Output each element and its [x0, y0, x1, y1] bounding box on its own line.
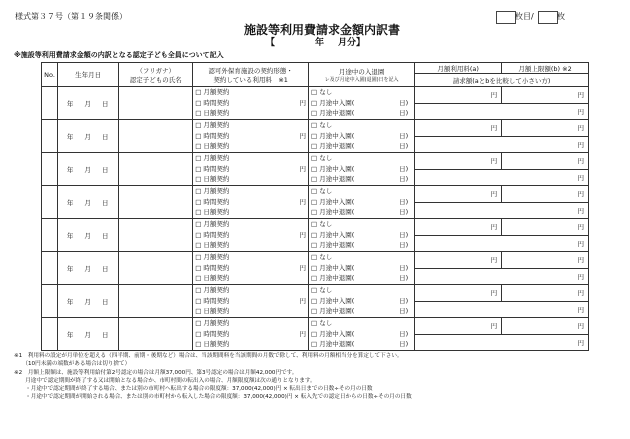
claim-amount-cell[interactable] — [415, 334, 589, 351]
midmonth-withdraw-day: 日) — [399, 274, 409, 283]
instruction-text: ※施設等利用費請求金額の内訳となる認定子ども全員について記入 — [14, 51, 224, 59]
midmonth-cell — [309, 219, 415, 252]
contract-monthly-checkbox[interactable]: □ 月額契約 — [195, 319, 230, 328]
header-furigana: （フリガナ） — [136, 66, 176, 75]
midmonth-withdraw-day: 日) — [399, 109, 409, 118]
birth-year-label: 年 — [66, 330, 75, 339]
child-name-cell[interactable] — [119, 153, 193, 186]
monthly-cap-yen: 円 — [577, 91, 584, 99]
monthly-fee-cell[interactable] — [415, 285, 502, 302]
monthly-fee-yen: 円 — [490, 322, 498, 330]
monthly-cap-cell[interactable] — [502, 219, 589, 236]
row-number-cell — [42, 252, 58, 285]
child-name-cell[interactable] — [119, 318, 193, 351]
period-open: 【 — [266, 38, 276, 48]
contract-type-cell — [193, 153, 309, 186]
midmonth-enroll-checkbox[interactable]: □ 月途中入園( — [311, 197, 355, 206]
midmonth-enroll-checkbox[interactable]: □ 月途中入園( — [311, 329, 355, 338]
monthly-cap-cell[interactable] — [502, 87, 589, 104]
contract-fee-yen: 円 — [299, 164, 307, 173]
birth-date-cell[interactable] — [58, 87, 119, 120]
contract-hourly-checkbox[interactable]: □ 時間契約 — [195, 131, 230, 140]
midmonth-withdraw-checkbox[interactable]: □ 月途中退園( — [311, 274, 355, 283]
midmonth-enroll-day: 日) — [399, 329, 409, 338]
table-row — [42, 285, 589, 302]
monthly-fee-cell[interactable] — [415, 252, 502, 269]
contract-hourly-checkbox[interactable]: □ 時間契約 — [195, 230, 230, 239]
contract-fee-yen: 円 — [299, 329, 307, 338]
monthly-cap-yen: 円 — [577, 289, 584, 297]
midmonth-enroll-checkbox[interactable]: □ 月途中入園( — [311, 230, 355, 239]
birth-day-label: 日 — [101, 165, 110, 174]
total-sheets-box[interactable] — [538, 11, 558, 24]
birth-month-label: 月 — [84, 297, 92, 306]
header-midmonth-line2: レ及び月途中入園(退園)日を記入 — [324, 76, 399, 83]
contract-hourly-checkbox[interactable]: □ 時間契約 — [195, 98, 230, 107]
contract-hourly-checkbox[interactable]: □ 時間契約 — [195, 296, 230, 305]
birth-day-label: 日 — [101, 231, 110, 240]
midmonth-withdraw-day: 日) — [399, 208, 409, 217]
contract-fee-yen: 円 — [299, 197, 307, 206]
table-row — [42, 153, 589, 170]
footnote-line: 月途中で認定期間が終了する又は開始となる場合か、市町村間の転出入の場合、月額限度額は次の通りとなります。 — [14, 378, 316, 384]
monthly-fee-cell[interactable] — [415, 219, 502, 236]
midmonth-withdraw-checkbox[interactable]: □ 月途中退園( — [311, 307, 355, 316]
birth-year-label: 年 — [66, 99, 75, 108]
contract-type-cell — [193, 285, 309, 318]
contract-fee-yen: 円 — [299, 98, 307, 107]
contract-hourly-checkbox[interactable]: □ 時間契約 — [195, 197, 230, 206]
midmonth-none-checkbox[interactable]: □ なし — [311, 319, 333, 328]
midmonth-withdraw-day: 日) — [399, 175, 409, 184]
header-midmonth-line1: 月途中の入退園 — [338, 67, 385, 76]
contract-fee-yen: 円 — [299, 296, 307, 305]
contract-type-cell — [193, 120, 309, 153]
monthly-fee-cell[interactable] — [415, 153, 502, 170]
monthly-cap-yen: 円 — [577, 157, 584, 165]
breakdown-table — [41, 62, 589, 351]
table-row — [42, 318, 589, 335]
contract-monthly-checkbox[interactable]: □ 月額契約 — [195, 121, 230, 130]
midmonth-withdraw-checkbox[interactable]: □ 月途中退園( — [311, 241, 355, 250]
contract-monthly-checkbox[interactable]: □ 月額契約 — [195, 88, 230, 97]
header-child-name — [119, 63, 193, 87]
contract-daily-checkbox[interactable]: □ 日額契約 — [195, 307, 230, 316]
midmonth-enroll-day: 日) — [399, 296, 409, 305]
midmonth-cell — [309, 120, 415, 153]
midmonth-enroll-checkbox[interactable]: □ 月途中入園( — [311, 98, 355, 107]
monthly-fee-cell[interactable] — [415, 87, 502, 104]
contract-monthly-checkbox[interactable]: □ 月額契約 — [195, 154, 230, 163]
contract-monthly-checkbox[interactable]: □ 月額契約 — [195, 286, 230, 295]
contract-fee-yen: 円 — [299, 131, 307, 140]
birth-month-label: 月 — [84, 330, 92, 339]
birth-year-label: 年 — [66, 297, 75, 306]
header-no: No. — [42, 63, 58, 87]
birth-month-label: 月 — [84, 231, 92, 240]
birth-date-cell[interactable] — [58, 318, 119, 351]
midmonth-none-checkbox[interactable]: □ なし — [311, 286, 333, 295]
midmonth-cell — [309, 252, 415, 285]
midmonth-enroll-checkbox[interactable]: □ 月途中入園( — [311, 164, 355, 173]
footnote-line: ・月途中で認定期間が開始される場合、または別の市町村から転入した場合の限度額：37,000(42,000)円 × 転入先での認定日からの日数÷その月の日数 — [14, 394, 412, 400]
footnote-line: ・月途中で認定期間が終了する場合、または別の市町村へ転出する場合の限度額：37,000(42,000)円 × 転出日までの日数÷その月の日数 — [14, 386, 373, 392]
monthly-cap-yen: 円 — [577, 322, 584, 330]
midmonth-none-checkbox[interactable]: □ なし — [311, 88, 333, 97]
midmonth-withdraw-checkbox[interactable]: □ 月途中退園( — [311, 109, 355, 118]
claim-amount-cell[interactable] — [415, 169, 589, 186]
child-name-cell[interactable] — [119, 252, 193, 285]
birth-day-label: 日 — [101, 330, 110, 339]
midmonth-enroll-day: 日) — [399, 131, 409, 140]
contract-monthly-checkbox[interactable]: □ 月額契約 — [195, 187, 230, 196]
claim-amount-yen: 円 — [577, 173, 584, 182]
birth-year-label: 年 — [66, 231, 75, 240]
row-number-cell — [42, 219, 58, 252]
header-midmonth — [309, 63, 415, 87]
birth-year-label: 年 — [66, 198, 75, 207]
form-label: 様式第３７号（第１９条関係） — [15, 12, 127, 21]
contract-hourly-checkbox[interactable]: □ 時間契約 — [195, 263, 230, 272]
table-row — [42, 87, 589, 104]
contract-daily-checkbox[interactable]: □ 日額契約 — [195, 175, 230, 184]
contract-daily-checkbox[interactable]: □ 日額契約 — [195, 142, 230, 151]
row-number-cell — [42, 285, 58, 318]
contract-type-cell — [193, 252, 309, 285]
total-suffix: 枚 — [557, 12, 565, 21]
midmonth-cell — [309, 285, 415, 318]
birth-month-label: 月 — [84, 165, 92, 174]
midmonth-withdraw-checkbox[interactable]: □ 月途中退園( — [311, 208, 355, 217]
birth-year-label: 年 — [66, 264, 75, 273]
monthly-cap-yen: 円 — [577, 256, 584, 264]
row-number-cell — [42, 186, 58, 219]
claim-amount-yen: 円 — [577, 206, 584, 215]
contract-daily-checkbox[interactable]: □ 日額契約 — [195, 241, 230, 250]
claim-amount-yen: 円 — [577, 140, 584, 149]
monthly-fee-cell[interactable] — [415, 120, 502, 137]
child-name-cell[interactable] — [119, 186, 193, 219]
period-year-label: 年 — [315, 38, 325, 48]
monthly-cap-yen: 円 — [577, 124, 584, 132]
child-name-cell[interactable] — [119, 219, 193, 252]
midmonth-withdraw-checkbox[interactable]: □ 月途中退園( — [311, 175, 355, 184]
midmonth-withdraw-day: 日) — [399, 307, 409, 316]
sheet-suffix: 枚目/ — [515, 12, 534, 21]
midmonth-cell — [309, 153, 415, 186]
birth-date-cell[interactable] — [58, 252, 119, 285]
midmonth-withdraw-checkbox[interactable]: □ 月途中退園( — [311, 142, 355, 151]
midmonth-none-checkbox[interactable]: □ なし — [311, 121, 333, 130]
claim-amount-yen: 円 — [577, 239, 584, 248]
midmonth-withdraw-day: 日) — [399, 142, 409, 151]
midmonth-withdraw-day: 日) — [399, 241, 409, 250]
monthly-cap-cell[interactable] — [502, 153, 589, 170]
monthly-fee-yen: 円 — [490, 256, 498, 264]
claim-amount-cell[interactable] — [415, 103, 589, 120]
midmonth-none-checkbox[interactable]: □ なし — [311, 154, 333, 163]
table-row — [42, 219, 589, 236]
row-number-cell — [42, 87, 58, 120]
birth-day-label: 日 — [101, 297, 110, 306]
monthly-fee-yen: 円 — [490, 190, 498, 198]
birth-month-label: 月 — [84, 264, 92, 273]
midmonth-cell — [309, 318, 415, 351]
midmonth-enroll-checkbox[interactable]: □ 月途中入園( — [311, 263, 355, 272]
monthly-fee-yen: 円 — [490, 124, 498, 132]
claim-amount-cell[interactable] — [415, 202, 589, 219]
claim-amount-yen: 円 — [577, 305, 584, 314]
contract-monthly-checkbox[interactable]: □ 月額契約 — [195, 220, 230, 229]
header-contract-line2: 契約している利用料 ※1 — [213, 75, 288, 84]
contract-daily-checkbox[interactable]: □ 日額契約 — [195, 340, 230, 349]
table-row — [42, 252, 589, 269]
claim-amount-yen: 円 — [577, 338, 584, 347]
monthly-cap-cell[interactable] — [502, 318, 589, 335]
contract-type-cell — [193, 87, 309, 120]
midmonth-enroll-day: 日) — [399, 197, 409, 206]
midmonth-enroll-day: 日) — [399, 230, 409, 239]
midmonth-none-checkbox[interactable]: □ なし — [311, 253, 333, 262]
claim-amount-cell[interactable] — [415, 301, 589, 318]
contract-fee-yen: 円 — [299, 263, 307, 272]
birth-year-label: 年 — [66, 165, 75, 174]
monthly-fee-yen: 円 — [490, 157, 498, 165]
claim-amount-cell[interactable] — [415, 268, 589, 285]
monthly-fee-cell[interactable] — [415, 318, 502, 335]
birth-date-cell[interactable] — [58, 219, 119, 252]
birth-day-label: 日 — [101, 99, 110, 108]
row-number-cell — [42, 318, 58, 351]
birth-month-label: 月 — [84, 198, 92, 207]
page-title: 施設等利用費請求金額内訳書 — [244, 23, 401, 37]
footnote-line: ※2 月額上限額は、施設等利用給付第2号認定の場合は月額37,000円、第3号認定の場合は月額42,000円です。 — [14, 370, 298, 376]
midmonth-enroll-checkbox[interactable]: □ 月途中入園( — [311, 296, 355, 305]
footnote-line: ※1 利用料の設定が月単位を超える（四半期、前期・後期など）場合は、当該期間料を当該期間の月数で除して、利用料の月額相当分を算定して下さい。 — [14, 353, 403, 359]
table-row — [42, 120, 589, 137]
table-row — [42, 186, 589, 203]
claim-amount-yen: 円 — [577, 107, 584, 116]
contract-daily-checkbox[interactable]: □ 日額契約 — [195, 208, 230, 217]
midmonth-enroll-day: 日) — [399, 164, 409, 173]
midmonth-none-checkbox[interactable]: □ なし — [311, 187, 333, 196]
birth-day-label: 日 — [101, 198, 110, 207]
contract-fee-yen: 円 — [299, 230, 307, 239]
footnote-line: （10円未満の端数がある場合は切り捨て） — [14, 361, 131, 367]
contract-type-cell — [193, 186, 309, 219]
monthly-cap-cell[interactable] — [502, 120, 589, 137]
monthly-cap-cell[interactable] — [502, 252, 589, 269]
birth-month-label: 月 — [84, 99, 92, 108]
birth-day-label: 日 — [101, 132, 110, 141]
header-contract — [193, 63, 309, 87]
header-monthly-cap: 月額上限額(b) ※2 — [502, 63, 589, 74]
birth-date-cell[interactable] — [58, 153, 119, 186]
birth-date-cell[interactable] — [58, 120, 119, 153]
midmonth-withdraw-checkbox[interactable]: □ 月途中退園( — [311, 340, 355, 349]
header-contract-line1: 認可外保育施設の契約形態・ — [208, 66, 293, 75]
birth-day-label: 日 — [101, 264, 110, 273]
midmonth-none-checkbox[interactable]: □ なし — [311, 220, 333, 229]
midmonth-withdraw-day: 日) — [399, 340, 409, 349]
midmonth-enroll-day: 日) — [399, 98, 409, 107]
monthly-cap-yen: 円 — [577, 190, 584, 198]
contract-type-cell — [193, 219, 309, 252]
contract-daily-checkbox[interactable]: □ 日額契約 — [195, 274, 230, 283]
period-month-label: 月分】 — [338, 38, 366, 48]
child-name-cell[interactable] — [119, 285, 193, 318]
birth-date-cell[interactable] — [58, 186, 119, 219]
contract-monthly-checkbox[interactable]: □ 月額契約 — [195, 253, 230, 262]
monthly-fee-yen: 円 — [490, 223, 498, 231]
birth-month-label: 月 — [84, 132, 92, 141]
child-name-cell[interactable] — [119, 87, 193, 120]
monthly-cap-cell[interactable] — [502, 186, 589, 203]
midmonth-enroll-checkbox[interactable]: □ 月途中入園( — [311, 131, 355, 140]
child-name-cell[interactable] — [119, 120, 193, 153]
header-birth-date: 生年月日 — [58, 63, 119, 87]
contract-type-cell — [193, 318, 309, 351]
monthly-cap-cell[interactable] — [502, 285, 589, 302]
midmonth-cell — [309, 87, 415, 120]
birth-date-cell[interactable] — [58, 285, 119, 318]
midmonth-enroll-day: 日) — [399, 263, 409, 272]
monthly-fee-cell[interactable] — [415, 186, 502, 203]
row-number-cell — [42, 120, 58, 153]
monthly-fee-yen: 円 — [490, 289, 498, 297]
sheet-number-box[interactable] — [496, 11, 516, 24]
header-monthly-fee: 月額利用料(a) — [415, 63, 502, 74]
claim-amount-yen: 円 — [577, 272, 584, 281]
header-child-name-label: 認定子どもの氏名 — [129, 75, 182, 84]
claim-amount-cell[interactable] — [415, 235, 589, 252]
monthly-fee-yen: 円 — [490, 91, 498, 99]
contract-daily-checkbox[interactable]: □ 日額契約 — [195, 109, 230, 118]
claim-amount-cell[interactable] — [415, 136, 589, 153]
header-claim-amount: 請求額(aとbを比較して小さい方) — [415, 74, 589, 87]
contract-hourly-checkbox[interactable]: □ 時間契約 — [195, 164, 230, 173]
contract-hourly-checkbox[interactable]: □ 時間契約 — [195, 329, 230, 338]
midmonth-cell — [309, 186, 415, 219]
monthly-cap-yen: 円 — [577, 223, 584, 231]
birth-year-label: 年 — [66, 132, 75, 141]
row-number-cell — [42, 153, 58, 186]
